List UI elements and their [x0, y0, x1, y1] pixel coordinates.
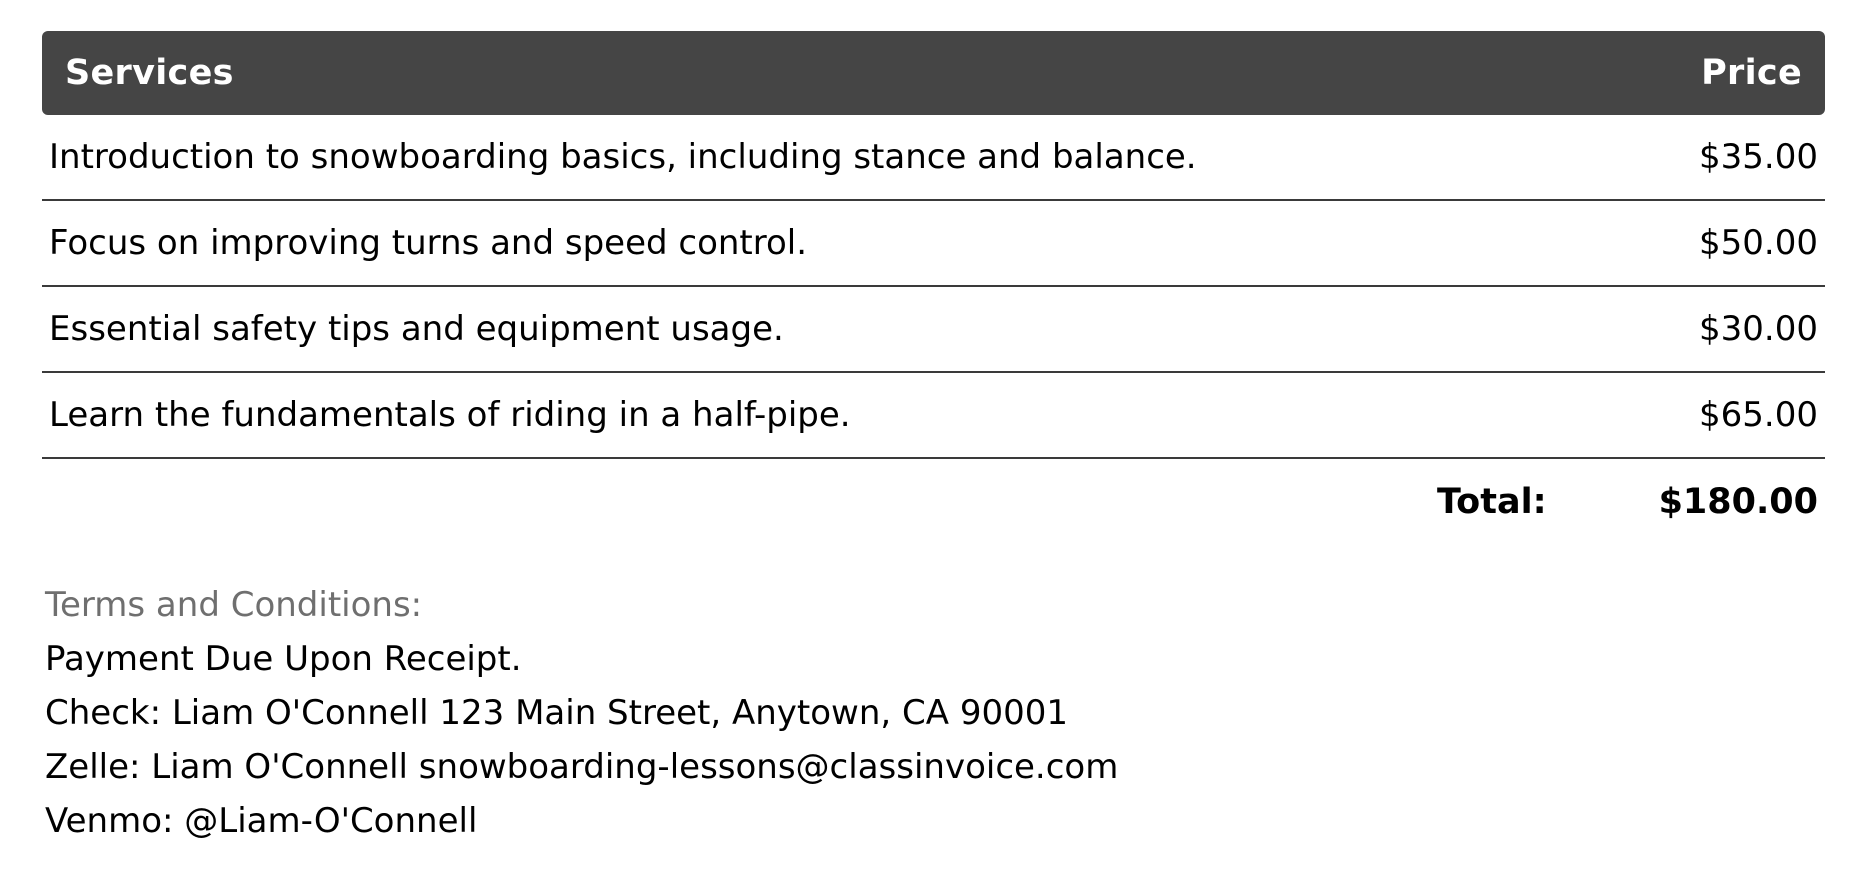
table-row	[42, 115, 1825, 201]
zelle-payment-line: Zelle: Liam O'Connell snowboarding-lessons@classinvoice.com	[45, 747, 1119, 787]
total-row	[42, 459, 1825, 545]
table-header	[42, 31, 1825, 115]
price-column-header: Price	[1701, 53, 1802, 93]
services-table	[42, 31, 1825, 545]
service-price: $30.00	[1699, 309, 1818, 349]
payment-due-line: Payment Due Upon Receipt.	[45, 639, 522, 679]
service-price: $65.00	[1699, 395, 1818, 435]
service-price: $35.00	[1699, 137, 1818, 177]
table-row	[42, 287, 1825, 373]
service-description: Introduction to snowboarding basics, including stance and balance.	[49, 137, 1197, 177]
terms-section	[45, 578, 1118, 848]
table-row	[42, 373, 1825, 459]
service-description: Learn the fundamentals of riding in a half-pipe.	[49, 395, 851, 435]
service-description: Focus on improving turns and speed control.	[49, 223, 808, 263]
total-label: Total:	[1436, 482, 1547, 522]
check-payment-line: Check: Liam O'Connell 123 Main Street, Anytown, CA 90001	[45, 693, 1068, 733]
total-value: $180.00	[1658, 482, 1818, 522]
service-price: $50.00	[1699, 223, 1818, 263]
services-column-header: Services	[65, 53, 234, 93]
terms-title: Terms and Conditions:	[45, 585, 423, 625]
table-row	[42, 201, 1825, 287]
venmo-payment-line: Venmo: @Liam-O'Connell	[45, 801, 478, 841]
service-description: Essential safety tips and equipment usage.	[49, 309, 784, 349]
